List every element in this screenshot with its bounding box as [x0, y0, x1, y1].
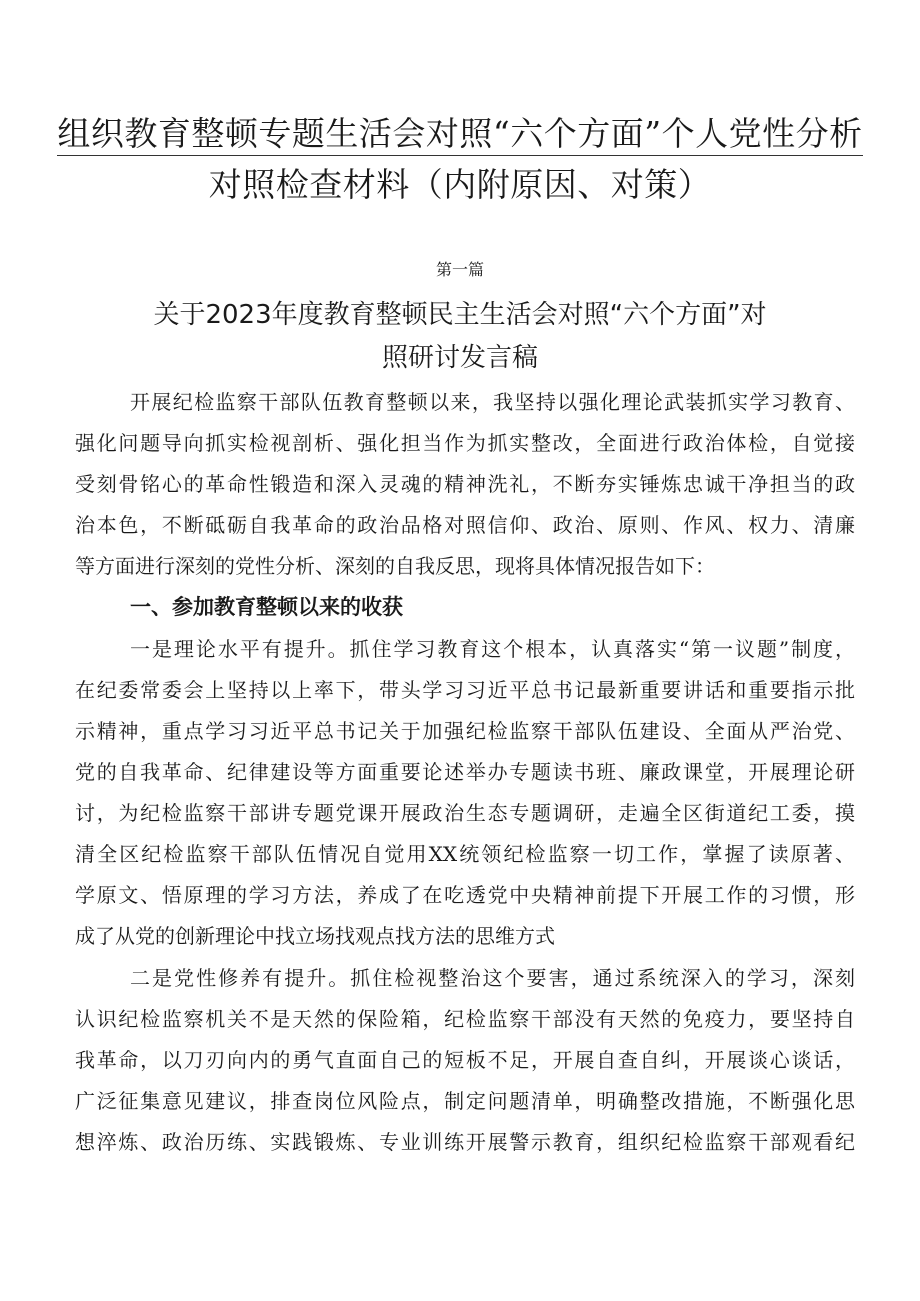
paragraph-line: 示精神，重点学习习近平总书记关于加强纪检监察干部队伍建设、全面从严治党、: [75, 719, 855, 743]
paragraph-line: 清全区纪检监察干部队伍情况自觉用XX统领纪检监察一切工作，掌握了读原著、: [75, 842, 855, 866]
intro-line: 强化问题导向抓实检视剖析、强化担当作为抓实整改，全面进行政治体检，自觉接: [75, 431, 855, 455]
paragraph-line: 认识纪检监察机关不是天然的保险箱，纪检监察干部没有天然的免疫力，要坚持自: [75, 1007, 855, 1031]
paragraph-line: 广泛征集意见建议，排查岗位风险点，制定问题清单，明确整改措施，不断强化思: [75, 1089, 855, 1113]
paragraph-line: 成了从党的创新理论中找立场找观点找方法的思维方式: [75, 924, 555, 948]
intro-line: 开展纪检监察干部队伍教育整顿以来，我坚持以强化理论武装抓实学习教育、: [130, 390, 855, 414]
document-title-text: 组织教育整顿专题生活会对照“六个方面”个人党性分析: [57, 114, 862, 156]
subtitle-line1: 关于2023年度教育整顿民主生活会对照“六个方面”对: [153, 300, 767, 330]
part-label: 第一篇: [435, 260, 484, 279]
paragraph-line: 党的自我革命、纪律建设等方面重要论述举办专题读书班、廉政课堂，开展理论研: [75, 760, 855, 784]
document-title-line2: 对照检查材料（内附原因、对策）: [208, 165, 712, 204]
paragraph-line: 想淬炼、政治历练、实践锻炼、专业训练开展警示教育，组织纪检监察干部观看纪: [75, 1130, 855, 1154]
document-title-line1: [0, 114, 920, 153]
paragraph-line: 二是党性修养有提升。抓住检视整治这个要害，通过系统深入的学习，深刻: [130, 966, 855, 990]
section-heading: 一、参加教育整顿以来的收获: [130, 595, 403, 619]
intro-line: 等方面进行深刻的党性分析、深刻的自我反思，现将具体情况报告如下：: [75, 554, 715, 578]
paragraph-line: 讨，为纪检监察干部讲专题党课开展政治生态专题调研，走遍全区街道纪工委，摸: [75, 801, 855, 825]
intro-line: 受刻骨铭心的革命性锻造和深入灵魂的精神洗礼，不断夯实锤炼忠诚干净担当的政: [75, 472, 855, 496]
paragraph-line: 一是理论水平有提升。抓住学习教育这个根本，认真落实“第一议题”制度，: [130, 637, 855, 661]
intro-line: 治本色，不断砥砺自我革命的政治品格对照信仰、政治、原则、作风、权力、清廉: [75, 513, 855, 537]
paragraph-line: 在纪委常委会上坚持以上率下，带头学习习近平总书记最新重要讲话和重要指示批: [75, 678, 855, 702]
paragraph-line: 学原文、悟原理的学习方法，养成了在吃透党中央精神前提下开展工作的习惯，形: [75, 883, 855, 907]
subtitle-line2: 照研讨发言稿: [381, 343, 538, 373]
paragraph-line: 我革命，以刀刃向内的勇气直面自己的短板不足，开展自查自纠，开展谈心谈话，: [75, 1048, 855, 1072]
